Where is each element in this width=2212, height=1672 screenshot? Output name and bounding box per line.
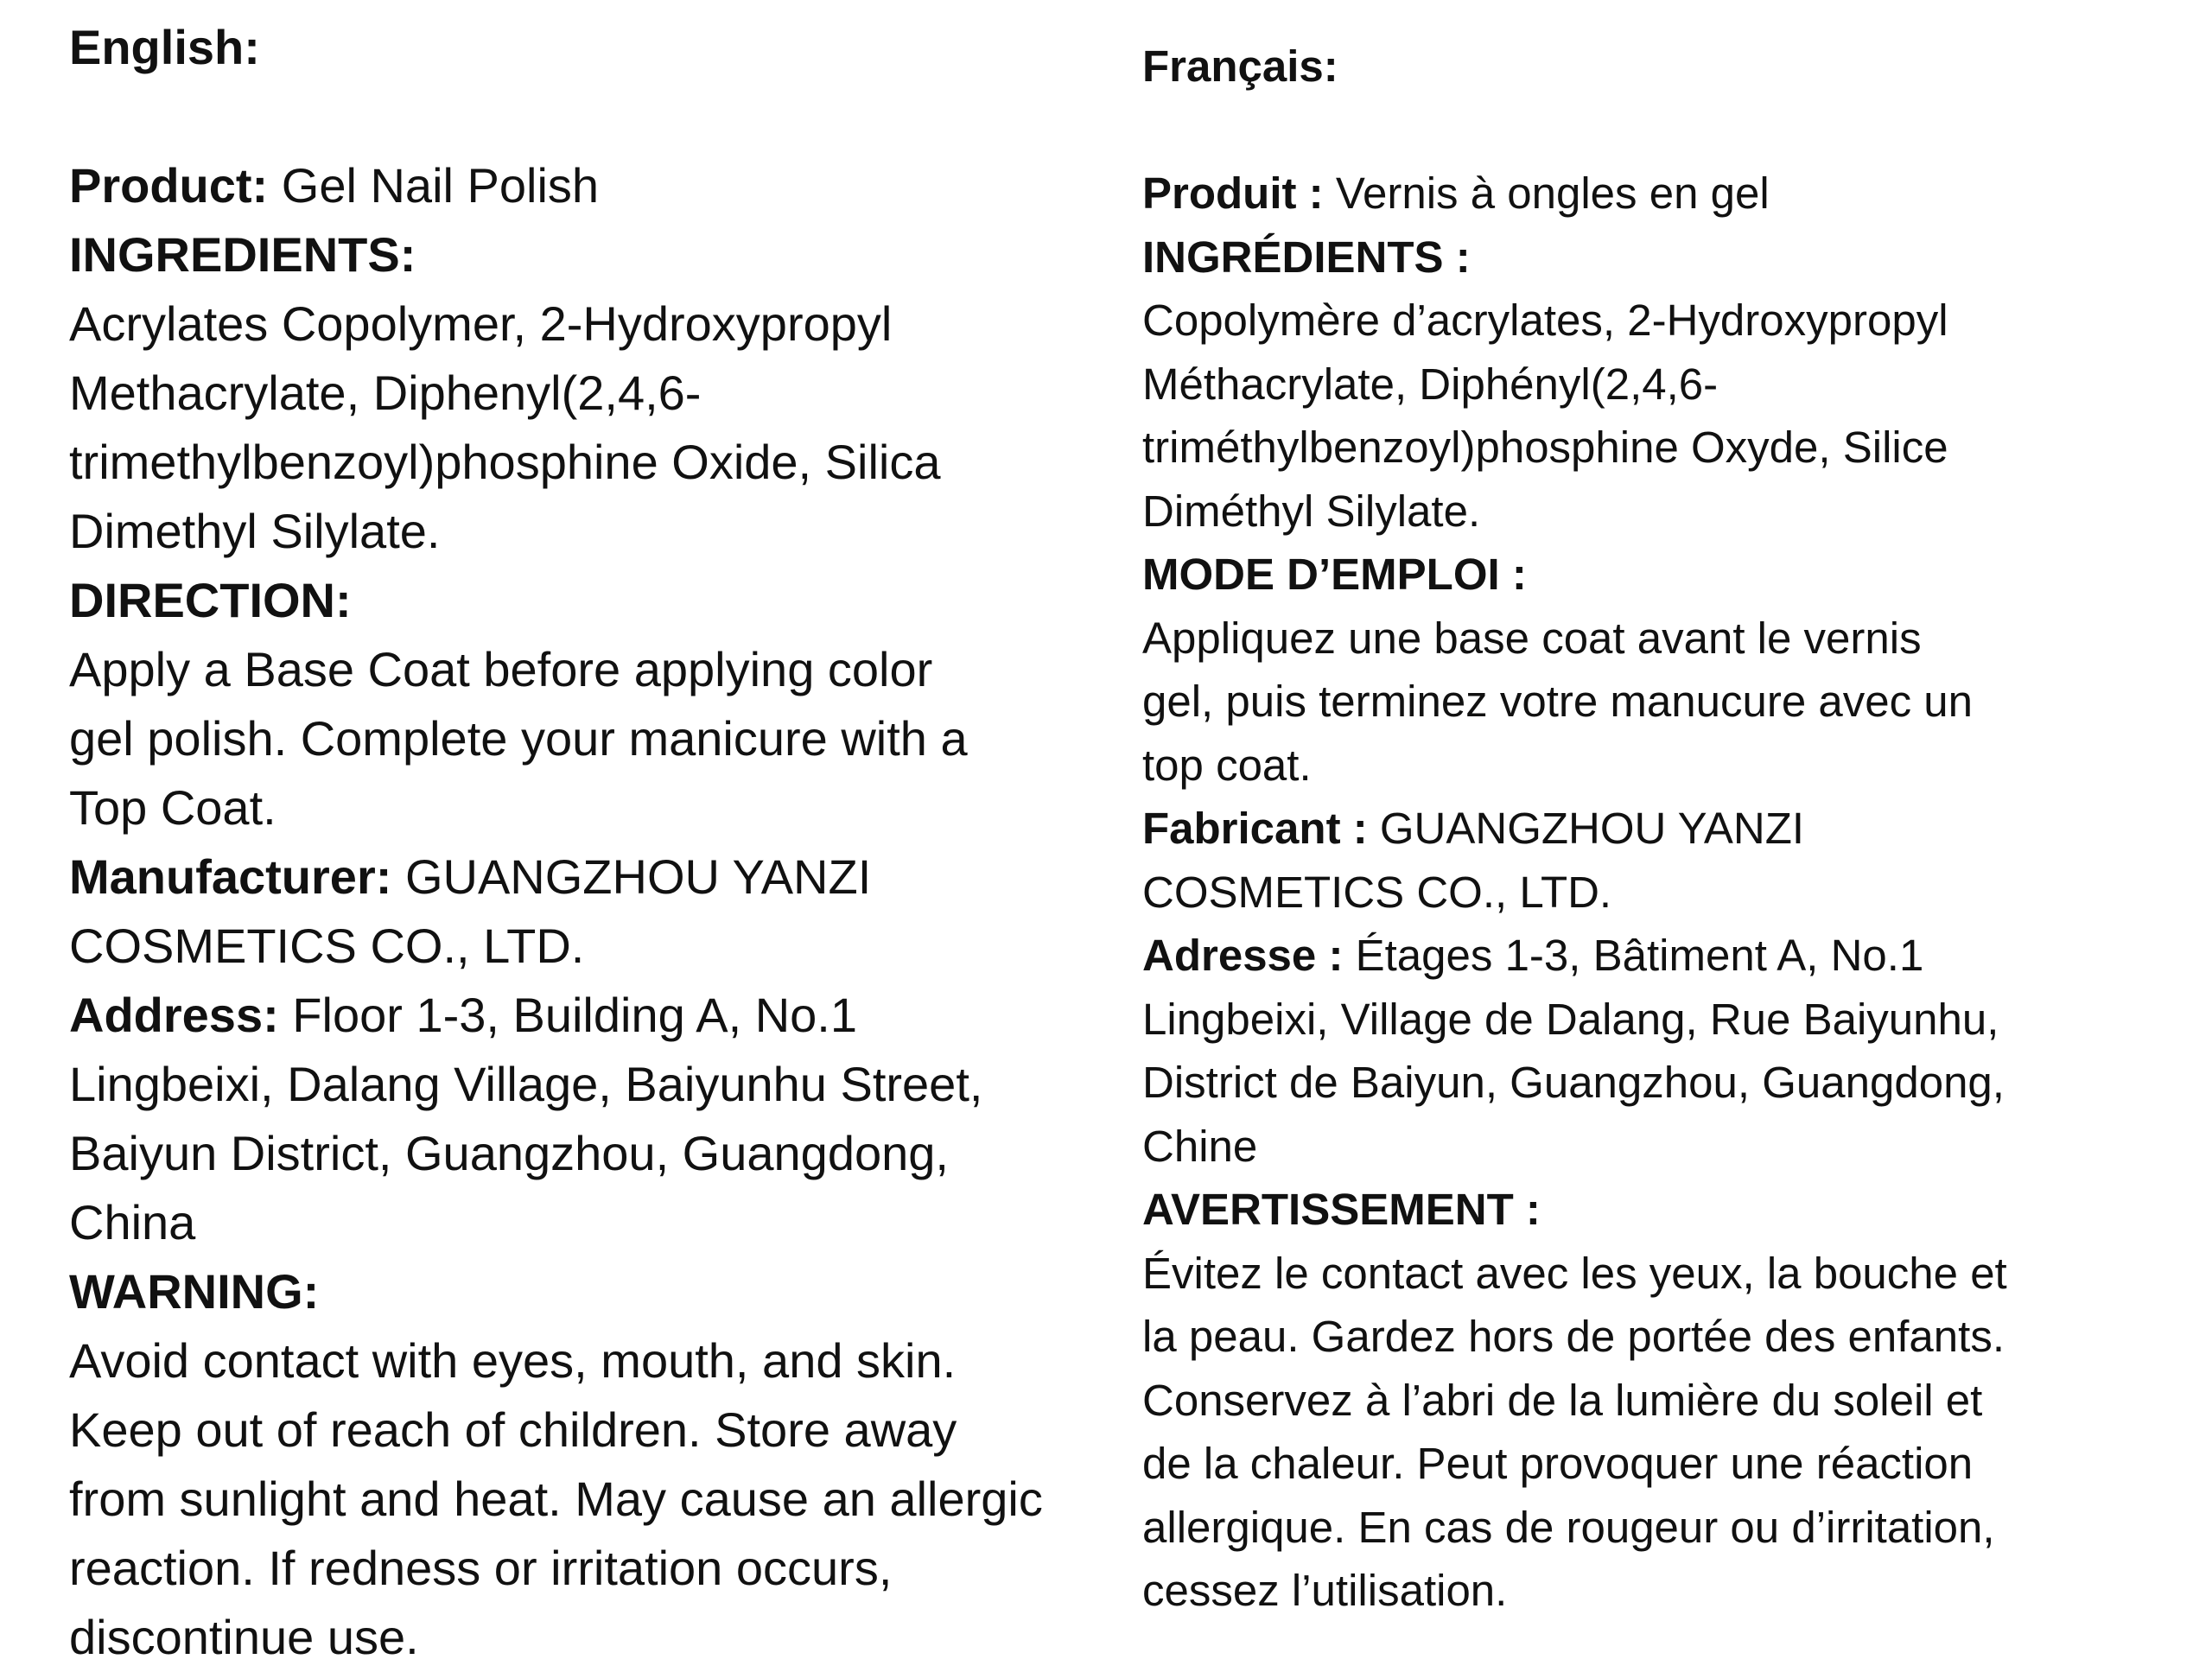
english-column [69,0,1106,1672]
warning-line: Keep out of reach of children. Store away [69,1402,957,1457]
product-value: Vernis à ongles en gel [1335,168,1770,218]
ingredients-text [69,289,1106,566]
manufacturer-value: GUANGZHOU YANZI [1379,804,1805,853]
spacer [1142,99,2136,162]
warning-line: Évitez le contact avec les yeux, la bouche et [1142,1248,2007,1298]
product-label: Produit : [1142,168,1324,218]
spacer [69,82,1106,151]
address-value: Floor 1-3, Building A, No.1 [292,988,857,1042]
ingredients-line: trimethylbenzoyl)phosphine Oxide, Silica [69,435,941,489]
french-column [1142,0,2136,1623]
direction-line: Top Coat. [69,780,276,835]
warning-text [69,1326,1106,1672]
ingredients-label: INGREDIENTS: [69,227,416,282]
manufacturer-label: Manufacturer: [69,849,392,904]
address-line [69,981,1106,1050]
manufacturer-value-continued: COSMETICS CO., LTD. [1142,867,1612,917]
direction-line: Apply a Base Coat before applying color [69,642,933,696]
direction-text [1142,607,2136,798]
ingredients-line: Acrylates Copolymer, 2-Hydroxypropyl [69,296,893,351]
manufacturer-label: Fabricant : [1142,804,1368,853]
product-line [1142,162,2136,226]
warning-line: Avoid contact with eyes, mouth, and skin. [69,1333,957,1388]
direction-line: Appliquez une base coat avant le vernis [1142,613,1922,663]
ingredients-line: Dimethyl Silylate. [69,504,441,558]
manufacturer-value-continued: COSMETICS CO., LTD. [69,919,585,973]
address-value: Étages 1-3, Bâtiment A, No.1 [1355,931,1924,980]
address-line-continued: Lingbeixi, Village de Dalang, Rue Baiyunhu, [1142,994,1999,1044]
product-value: Gel Nail Polish [281,158,600,213]
direction-line: gel, puis terminez votre manucure avec un [1142,677,1973,726]
ingredients-label: INGRÉDIENTS : [1142,232,1471,282]
ingredients-line: Methacrylate, Diphenyl(2,4,6- [69,366,702,420]
address-label: Adresse : [1142,931,1344,980]
manufacturer-value: GUANGZHOU YANZI [404,849,872,904]
ingredients-text [1142,289,2136,543]
direction-line: top coat. [1142,740,1312,790]
product-line [69,151,1106,220]
address-line-continued: Chine [1142,1121,1258,1171]
address-label: Address: [69,988,279,1042]
warning-line: la peau. Gardez hors de portée des enfants. [1142,1312,2005,1361]
address-line-continued: Lingbeixi, Dalang Village, Baiyunhu Street, [69,1057,983,1111]
english-heading: English: [69,20,260,74]
address-line-continued: China [69,1195,196,1249]
manufacturer-line [69,842,1106,912]
address-text [1142,988,2136,1179]
address-text [69,1050,1106,1257]
ingredients-line: Diméthyl Silylate. [1142,486,1481,536]
address-line [1142,924,2136,988]
warning-line: Conservez à l’abri de la lumière du soleil et [1142,1375,1983,1425]
warning-line: de la chaleur. Peut provoquer une réaction [1142,1439,1974,1488]
ingredients-line: Méthacrylate, Diphényl(2,4,6- [1142,359,1719,409]
warning-line: from sunlight and heat. May cause an allergic [69,1472,1043,1526]
direction-label: MODE D’EMPLOI : [1142,550,1527,599]
french-heading: Français: [1142,41,1338,91]
manufacturer-line [1142,797,2136,861]
warning-label: WARNING: [69,1264,320,1319]
address-line-continued: Baiyun District, Guangzhou, Guangdong, [69,1126,949,1180]
warning-line: allergique. En cas de rougeur ou d’irritation, [1142,1502,1995,1552]
warning-label: AVERTISSEMENT : [1142,1185,1541,1234]
warning-line: cessez l’utilisation. [1142,1566,1508,1615]
ingredients-line: triméthylbenzoyl)phosphine Oxyde, Silice [1142,423,1948,472]
ingredients-line: Copolymère d’acrylates, 2-Hydroxypropyl [1142,296,1948,345]
warning-text [1142,1242,2136,1623]
direction-line: gel polish. Complete your manicure with a [69,711,968,766]
direction-label: DIRECTION: [69,573,352,627]
product-label: Product: [69,158,269,213]
address-line-continued: District de Baiyun, Guangzhou, Guangdong, [1142,1058,2005,1107]
warning-line: discontinue use. [69,1610,419,1664]
direction-text [69,635,1106,842]
warning-line: reaction. If redness or irritation occurs, [69,1541,893,1595]
